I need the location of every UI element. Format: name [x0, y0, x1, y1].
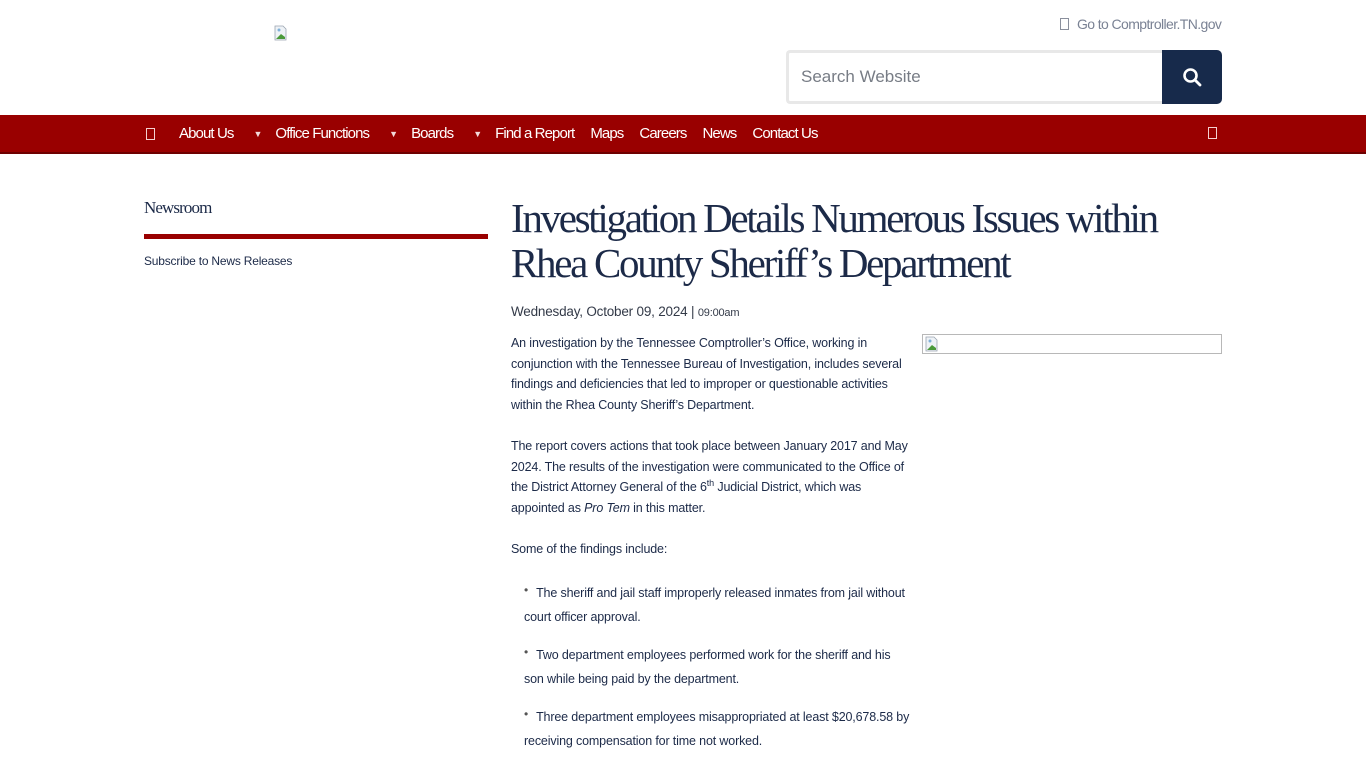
broken-image-icon [924, 336, 940, 352]
article-body [511, 333, 911, 767]
dropdown-caret-icon[interactable]: ▼ [253, 128, 263, 139]
dateline-separator: | [687, 304, 698, 319]
dropdown-caret-icon[interactable]: ▼ [389, 128, 399, 139]
external-link-icon [1060, 18, 1069, 30]
findings-list [511, 581, 911, 753]
broken-image-icon [273, 25, 289, 41]
article-dateline [511, 304, 1222, 319]
main-nav [0, 115, 1366, 154]
sidebar [144, 198, 488, 268]
nav-item-maps[interactable]: Maps [590, 125, 624, 142]
nav-item-careers[interactable]: Careers [639, 125, 687, 142]
finding-item: • Two department employees performed work for the sheriff and his son while being paid by the department. [524, 645, 891, 687]
sidebar-divider [144, 234, 488, 239]
bullet-icon: • [524, 707, 529, 722]
article-image [922, 334, 1222, 354]
goto-comptroller-label: Go to Comptroller.TN.gov [1077, 16, 1222, 32]
article-title: Investigation Details Numerous Issues within Rhea County Sheriff’s Department [511, 195, 1157, 286]
goto-comptroller-link[interactable] [1060, 16, 1221, 32]
site-header [0, 0, 1366, 115]
article-date: Wednesday, October 09, 2024 [511, 304, 688, 319]
article [511, 195, 1222, 749]
search-input[interactable] [786, 50, 1162, 104]
nav-item-office-functions[interactable]: Office Functions ▼ [275, 125, 399, 142]
nav-item-contact-us[interactable]: Contact Us [752, 125, 818, 142]
finding-item: • The sheriff and jail staff improperly released inmates from jail without court officer approval. [524, 583, 905, 625]
finding-item: • Three department employees misappropriated at least $20,678.58 by receiving compensation for time not worked. [524, 707, 910, 749]
nav-item-news[interactable]: News [702, 125, 737, 142]
paragraph-2: The report covers actions that took place between January 2017 and May 2024. The results of the investigation were communicated to the Office of the District Attorney General of the 6th Judicial District, which was appointed as Pro Tem in this matter. [511, 438, 908, 515]
site-search [786, 50, 1222, 104]
article-time: 09:00am [697, 307, 740, 319]
site-logo[interactable] [273, 25, 289, 41]
paragraph-3: Some of the findings include: [511, 541, 668, 556]
sidebar-title: Newsroom [144, 198, 212, 217]
search-icon [1182, 67, 1202, 87]
subscribe-news-releases-link[interactable]: Subscribe to News Releases [144, 254, 293, 268]
bullet-icon: • [524, 645, 529, 660]
nav-item-find-a-report[interactable]: Find a Report [495, 125, 575, 142]
paragraph-1: An investigation by the Tennessee Comptroller’s Office, working in conjunction with the Tennessee Bureau of Investigation, includes several findings and deficiencies that led to improper or questionable activities within the Rhea County Sheriff’s Department. [511, 336, 902, 413]
home-icon[interactable] [146, 128, 155, 140]
bullet-icon: • [524, 583, 529, 598]
dropdown-caret-icon[interactable]: ▼ [473, 128, 483, 139]
nav-item-boards[interactable]: Boards ▼ [411, 125, 483, 142]
search-button[interactable] [1162, 50, 1222, 104]
nav-item-about-us[interactable]: About Us ▼ [179, 125, 263, 142]
menu-toggle-icon[interactable] [1208, 127, 1217, 139]
